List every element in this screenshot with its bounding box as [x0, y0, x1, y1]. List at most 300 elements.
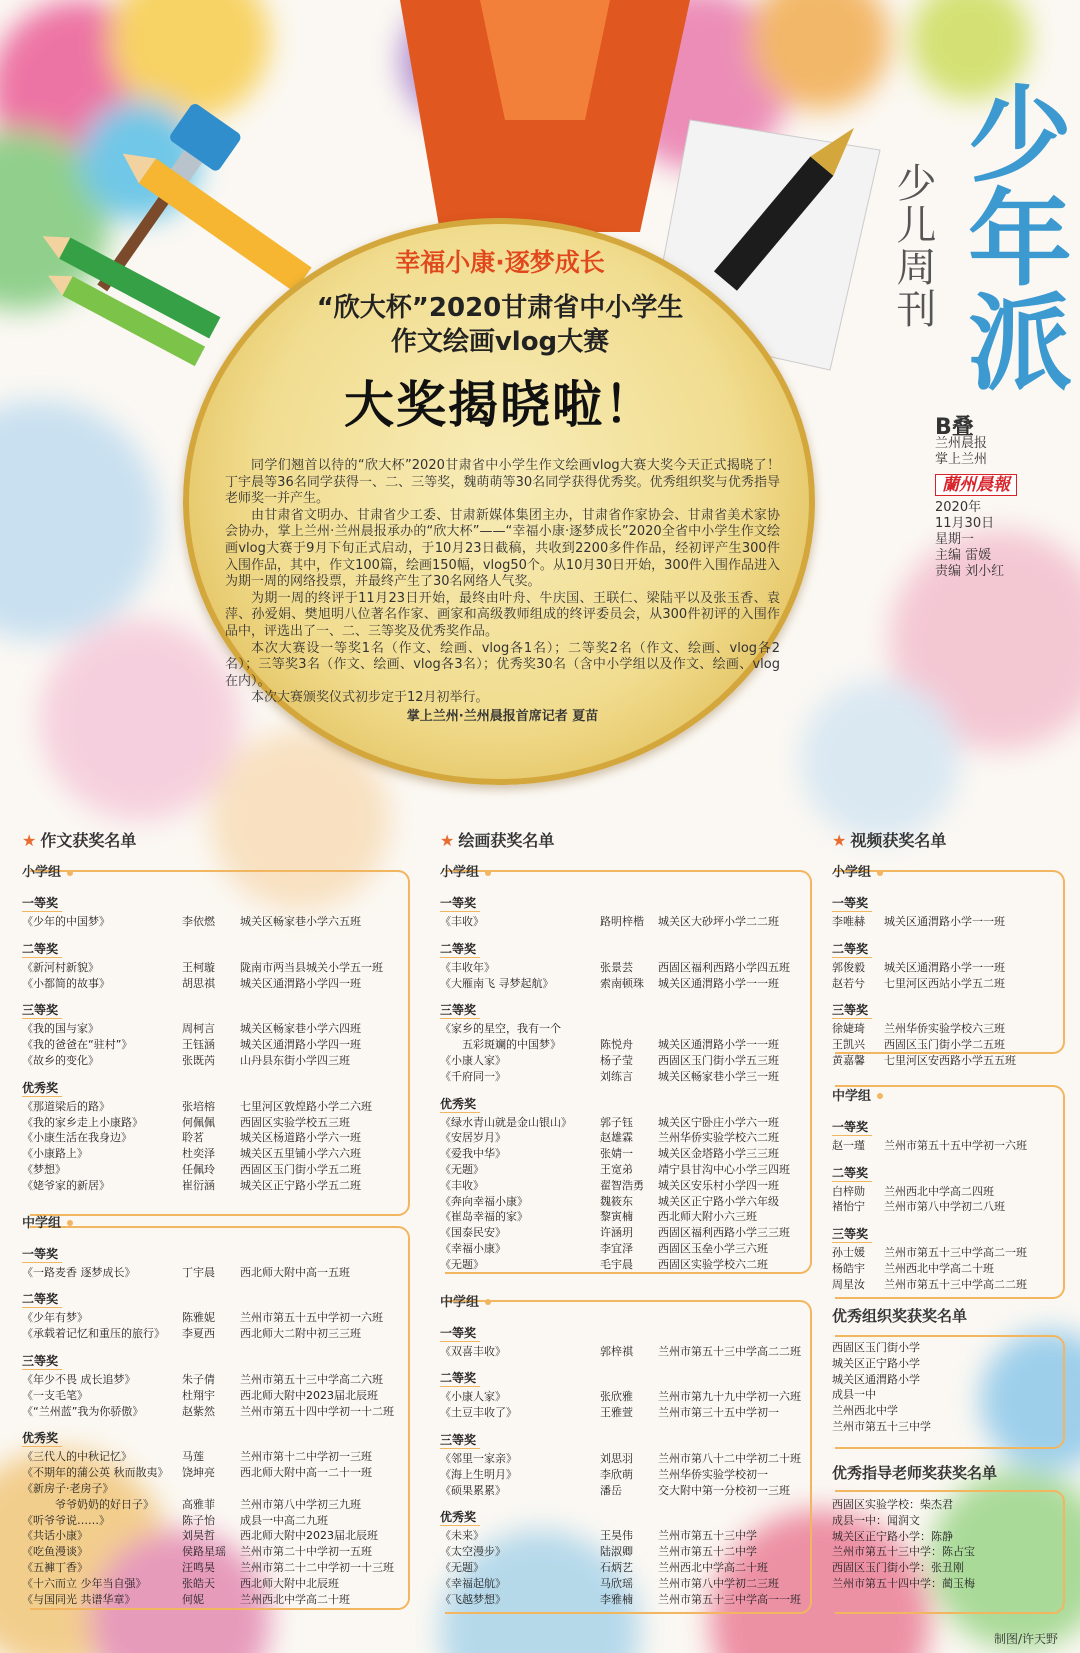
- winner-name: 刘练言: [600, 1069, 633, 1083]
- winner-school: 兰州市第五十三中学高二一班: [884, 1246, 1027, 1260]
- work-title: 《五褲丁香》: [22, 1560, 88, 1574]
- org-award-item: 兰州市第五十三中学: [832, 1419, 931, 1433]
- winner-name: 朱子倩: [182, 1372, 215, 1386]
- winner-row: [22, 1404, 407, 1420]
- winner-school: 城关区畅家巷小学三一班: [658, 1069, 779, 1083]
- prize-level: 一等奖: [22, 1245, 62, 1263]
- prize-level: 二等奖: [440, 1369, 480, 1387]
- winner-name: 王柯璇: [182, 960, 215, 974]
- winner-school: 城关区通渭路小学一一班: [658, 976, 779, 990]
- section-label: B叠: [935, 415, 974, 440]
- work-title: 《崔岛幸福的家》: [440, 1210, 528, 1224]
- winner-name: 何佩佩: [182, 1115, 215, 1129]
- work-title: 《梦想》: [22, 1162, 66, 1176]
- winner-row: [22, 1037, 407, 1053]
- teacher-award-item: 城关区正宁路小学：陈静: [832, 1529, 953, 1543]
- work-title: 《小康人家》: [440, 1053, 506, 1067]
- work-title: 《姥爷家的新居》: [22, 1178, 110, 1192]
- winner-name: 路明梓楷: [600, 915, 644, 928]
- prize-level: 二等奖: [832, 940, 872, 958]
- winner-row: [440, 1389, 810, 1405]
- work-title: 《家乡的星空，我有一个: [440, 1022, 561, 1036]
- winner-school: 城关区大砂坪小学二二班: [658, 915, 779, 928]
- winner-row: [22, 1130, 407, 1146]
- essay-winners-list: [22, 855, 407, 1607]
- bullet-dot-icon: [67, 1220, 73, 1226]
- winner-school: 兰州市第五十三中学高二二班: [658, 1344, 801, 1358]
- winner-name: 李依燃: [182, 915, 215, 928]
- winner-school: 兰州市第九十九中学初一六班: [658, 1390, 801, 1404]
- bullet-dot-icon: [485, 1299, 491, 1305]
- bullet-dot-icon: [67, 870, 73, 876]
- bullet-dot-icon: [877, 1093, 883, 1099]
- winner-name: 石炳艺: [600, 1560, 633, 1574]
- winner-row: [440, 1115, 810, 1131]
- winner-school: 西固区玉垒小学三六班: [658, 1241, 768, 1255]
- bullet-dot-icon: [485, 870, 491, 876]
- winner-school: 兰州市第二十中学初一五班: [240, 1545, 372, 1559]
- work-title: 《幸福起航》: [440, 1576, 506, 1590]
- work-title: 《爱我中华》: [440, 1147, 506, 1161]
- newspaper-logo: 蘭州晨報: [935, 474, 1017, 496]
- winner-row: [22, 1528, 407, 1544]
- org-award-title: 优秀组织奖获奖名单: [832, 1307, 968, 1325]
- work-title: 《丰收》: [440, 1178, 484, 1192]
- winner-name: 李雅楠: [600, 1592, 633, 1606]
- winner-school: 城关区通渭路小学一一班: [658, 1038, 779, 1052]
- winner-name: 陈悦舟: [600, 1038, 633, 1052]
- winner-row: [22, 1310, 407, 1326]
- winner-school: 兰州市第五十三中学高一一班: [658, 1592, 801, 1606]
- work-title: 爷爷奶奶的好日子》: [22, 1497, 154, 1511]
- issue-date: 11月30日: [935, 516, 995, 531]
- lead-paragraph: 同学们翘首以待的“欣大杯”2020甘肃省中小学生作文绘画vlog大赛大奖今天正式揭晓了！丁宇晨等36名同学获得一、二、三等奖，魏萌萌等30名同学获得优秀奖。优秀组织奖与优秀指导老师奖一并产生。: [225, 458, 780, 507]
- winner-name: 李唯赫: [832, 915, 865, 928]
- prize-level: 优秀奖: [440, 1095, 480, 1113]
- work-title: 《“兰州蓝”我为你骄傲》: [22, 1404, 144, 1418]
- work-title: 《海上生明月》: [440, 1467, 517, 1481]
- winner-name: 赵一瑾: [832, 1138, 865, 1152]
- work-title: 《硕果累累》: [440, 1483, 506, 1497]
- winner-school: 兰州华侨实验学校初一: [658, 1467, 768, 1481]
- prize-level: 二等奖: [22, 1290, 62, 1308]
- issue-weekday: 星期一: [935, 532, 975, 547]
- work-title: 《我的爸爸在“驻村”》: [22, 1038, 133, 1052]
- winner-row: [440, 1053, 810, 1069]
- work-title: 《少年的中国梦》: [22, 915, 110, 928]
- winner-name: 聆茗: [182, 1131, 204, 1145]
- winner-row: [832, 1277, 1062, 1293]
- winner-row: [22, 1115, 407, 1131]
- winner-row: [22, 976, 407, 992]
- winner-name: 周星汝: [832, 1277, 865, 1291]
- lead-paragraph: 本次大赛设一等奖1名（作文、绘画、vlog各1名）；二等奖2名（作文、绘画、vlog各2名）；三等奖3名（作文、绘画、vlog各3名）；优秀奖30名（含中小学组以及作文、绘画、vlog在内）。: [225, 640, 780, 689]
- winner-row: [832, 1245, 1062, 1261]
- winner-name: 马欣瑶: [600, 1576, 633, 1590]
- work-title: 《一支毛笔》: [22, 1388, 88, 1402]
- winner-row: [22, 1326, 407, 1342]
- winner-row: [832, 1037, 1062, 1053]
- winner-row: [440, 1483, 810, 1499]
- winner-row: [440, 960, 810, 976]
- winner-school: 兰州市第五十三中学: [658, 1529, 757, 1543]
- winner-row: [832, 1184, 1062, 1200]
- winner-row: [440, 914, 810, 930]
- winner-school: 兰州西北中学高二四班: [884, 1184, 994, 1198]
- winner-name: 孙士媛: [832, 1246, 865, 1260]
- winner-name: 李夏西: [182, 1327, 215, 1341]
- winner-name: 赵紫然: [182, 1404, 215, 1418]
- winner-name: 高雅菲: [182, 1497, 215, 1511]
- work-title: 《无题》: [440, 1257, 484, 1271]
- work-title: 《三代人的中秋记忆》: [22, 1450, 132, 1464]
- prize-level: 二等奖: [22, 940, 62, 958]
- winner-name: 郭梓祺: [600, 1344, 633, 1358]
- winner-school: 城关区正宁路小学六年级: [658, 1194, 779, 1208]
- teacher-award-item: 西固区实验学校：柴杰君: [832, 1498, 953, 1511]
- winner-school: 城关区通渭路小学四一班: [240, 976, 361, 990]
- winner-row: [440, 1528, 810, 1544]
- column-subtitle: 少儿周刊: [890, 162, 936, 330]
- winner-school: 兰州西北中学高二十班: [658, 1560, 768, 1574]
- winner-name: 杜翔宇: [182, 1388, 215, 1402]
- work-title: 《故乡的变化》: [22, 1053, 99, 1067]
- winner-name: 魏筱东: [600, 1194, 633, 1208]
- winner-school: 成县一中高二九班: [240, 1513, 328, 1527]
- winner-school: 西北师大附中高一五班: [240, 1265, 350, 1279]
- work-title: 《丰收年》: [440, 960, 495, 974]
- byline: 掌上兰州·兰州晨报首席记者 夏苗: [406, 708, 599, 724]
- work-title: 《土豆丰收了》: [440, 1406, 517, 1420]
- work-title: 《十六而立 少年当自强》: [22, 1576, 147, 1590]
- winner-school: 西固区福利西路小学三三班: [658, 1226, 790, 1240]
- winner-name: 杨子莹: [600, 1053, 633, 1067]
- winner-row: [440, 1241, 810, 1257]
- winner-school: 兰州市第五十五中学初一六班: [884, 1138, 1027, 1152]
- prize-level: 一等奖: [832, 894, 872, 912]
- chief-editor: 主编 雷媛: [935, 548, 992, 563]
- winner-row: [22, 1465, 407, 1481]
- winner-school: 兰州西北中学高二十班: [240, 1592, 350, 1606]
- winner-name: 何妮: [182, 1592, 204, 1606]
- work-title: 五彩斑斓的中国梦》: [440, 1038, 561, 1052]
- winner-row: [440, 1162, 810, 1178]
- winner-row: [440, 1592, 810, 1608]
- winner-row: [22, 1513, 407, 1529]
- winner-row: [832, 1021, 1062, 1037]
- winner-row: [22, 914, 407, 930]
- winner-school: 西固区玉门街小学五三班: [658, 1053, 779, 1067]
- winner-school: 城关区五里铺小学六六班: [240, 1147, 361, 1161]
- winner-name: 侯路星瑶: [182, 1545, 226, 1559]
- platform-name: 掌上兰州: [935, 452, 988, 467]
- winner-row: [22, 1481, 407, 1497]
- org-award-item: 西固区玉门街小学: [832, 1341, 920, 1354]
- work-title: 《新河村新貌》: [22, 960, 99, 974]
- winner-school: 城关区安乐村小学四一班: [658, 1178, 779, 1192]
- work-title: 《未来》: [440, 1529, 484, 1543]
- winner-name: 陈子怡: [182, 1513, 215, 1527]
- medal-headline: [212, 235, 788, 437]
- winner-name: 张既芮: [182, 1053, 215, 1067]
- work-title: 《国泰民安》: [440, 1226, 506, 1240]
- work-title: 《奔向幸福小康》: [440, 1194, 528, 1208]
- work-title: 《无题》: [440, 1560, 484, 1574]
- winner-name: 丁宇晨: [182, 1265, 215, 1279]
- winner-school: 兰州市第五十四中学初一十二班: [240, 1404, 394, 1418]
- work-title: 《我的国与家》: [22, 1022, 99, 1036]
- painting-section-title: ★ 绘画获奖名单: [440, 831, 555, 850]
- winner-name: 周柯言: [182, 1022, 215, 1036]
- winner-name: 张欣雅: [600, 1390, 633, 1404]
- winner-school: 兰州市第八中学初二三班: [658, 1576, 779, 1590]
- work-title: 《不期年的蒲公英 秋而散夷》: [22, 1466, 169, 1480]
- lead-article: [225, 458, 780, 726]
- winner-row: [440, 1467, 810, 1483]
- headline-line2: 作文绘画vlog大赛: [390, 327, 610, 357]
- winner-row: [832, 914, 1062, 930]
- work-title: 《幸福小康》: [440, 1241, 506, 1255]
- copy-editor: 责编 刘小红: [935, 564, 1005, 579]
- winner-row: [22, 1544, 407, 1560]
- winner-school: 西北师大附中2023届北辰班: [240, 1529, 378, 1543]
- winner-name: 任佩玲: [182, 1162, 215, 1176]
- winner-name: 毛宇晨: [600, 1257, 633, 1271]
- winner-school: 西北师大附中北辰班: [240, 1576, 339, 1590]
- winner-row: [22, 960, 407, 976]
- winner-row: [832, 1261, 1062, 1277]
- winner-name: 王钰涵: [182, 1038, 215, 1052]
- bullet-dot-icon: [877, 870, 883, 876]
- winner-school: 兰州市第五十三中学高二六班: [240, 1372, 383, 1386]
- lead-paragraph: 由甘肃省文明办、甘肃省少工委、甘肃新媒体集团主办，甘肃省作家协会、甘肃省美术家协会协办，掌上兰州·兰州晨报承办的“欣大杯”——“幸福小康·逐梦成长”2020全省中小学生作文绘画vlog大赛于9月下旬正式启动，于10月23日截稿，共收到2200多件作品，经初评产生300件入围作品，其中，作文100篇，绘画150幅，vlog50个。从10月30日开始，300件入围作品进入为期一周的网络投票，并最终产生了30名网络人气奖。: [225, 507, 780, 590]
- winner-school: 兰州市第十二中学初一三班: [240, 1450, 372, 1464]
- winner-row: [832, 1199, 1062, 1215]
- winner-school: 七里河区安西路小学五五班: [884, 1053, 1016, 1067]
- winner-school: 城关区通渭路小学四一班: [240, 1038, 361, 1052]
- winner-name: 饶坤亮: [182, 1466, 215, 1480]
- work-title: 《双喜丰收》: [440, 1344, 506, 1358]
- prize-level: 优秀奖: [22, 1079, 62, 1097]
- prize-level: 三等奖: [22, 1001, 62, 1019]
- winner-row: [440, 1130, 810, 1146]
- work-title: 《邻里一家亲》: [440, 1451, 517, 1465]
- winner-row: [22, 1372, 407, 1388]
- winner-school: 城关区畅家巷小学六五班: [240, 915, 361, 928]
- video-winners-list: [832, 855, 1062, 1293]
- org-award-list: [832, 1340, 1062, 1435]
- group-heading: 小学组: [832, 861, 1062, 880]
- winner-row: [440, 1178, 810, 1194]
- paper-name: 兰州晨报: [935, 436, 988, 451]
- winner-row: [440, 1257, 810, 1273]
- winner-row: [440, 1069, 810, 1085]
- winner-name: 杜奕泽: [182, 1147, 215, 1161]
- group-heading: 中学组: [832, 1085, 1062, 1104]
- winner-row: [22, 1146, 407, 1162]
- column-title: 少年派: [950, 80, 1072, 392]
- winner-row: [22, 1265, 407, 1281]
- work-title: 《新房子·老房子》: [22, 1481, 114, 1495]
- winner-school: 兰州华侨实验学校六二班: [658, 1131, 779, 1145]
- winner-school: 西北师大二附中初三三班: [240, 1327, 361, 1341]
- winner-name: 翟智浩勇: [600, 1178, 644, 1192]
- work-title: 《小都简的故事》: [22, 976, 110, 990]
- winner-name: 张皓天: [182, 1576, 215, 1590]
- winner-row: [440, 1560, 810, 1576]
- winner-school: 山丹县东街小学四三班: [240, 1053, 350, 1067]
- winner-name: 刘昊哲: [182, 1529, 215, 1543]
- winner-school: 兰州西北中学高二十班: [884, 1261, 994, 1275]
- issue-year: 2020年: [935, 500, 982, 515]
- winner-name: 刘思羽: [600, 1451, 633, 1465]
- work-title: 《绿水青山就是金山银山》: [440, 1115, 572, 1129]
- lead-paragraph: 本次大赛颁奖仪式初步定于12月初举行。: [251, 690, 489, 706]
- winner-row: [22, 1053, 407, 1069]
- winner-name: 李欣萌: [600, 1467, 633, 1481]
- winner-row: [22, 1449, 407, 1465]
- winner-school: 兰州市第三十五中学初一: [658, 1406, 779, 1420]
- teacher-award-item: 成县一中：闻润文: [832, 1513, 920, 1527]
- winner-school: 西固区玉门街小学二五班: [884, 1038, 1005, 1052]
- winner-row: [22, 1497, 407, 1513]
- winner-school: 兰州市第八中学初二八班: [884, 1200, 1005, 1214]
- work-title: 《承载着记忆和重压的旅行》: [22, 1327, 165, 1341]
- group-heading: 小学组: [440, 861, 810, 880]
- winner-school: 靖宁县甘沟中心小学三四班: [658, 1162, 790, 1176]
- winner-school: 西北师大附中高一二十一班: [240, 1466, 372, 1480]
- work-title: 《千府同一》: [440, 1069, 506, 1083]
- winner-name: 王昊伟: [600, 1529, 633, 1543]
- painting-winners-list: [440, 855, 810, 1607]
- essay-section-title: ★ 作文获奖名单: [22, 831, 137, 850]
- work-title: 《少年有梦》: [22, 1311, 88, 1325]
- org-award-item: 城关区通渭路小学: [832, 1372, 920, 1386]
- work-title: 《小康生活在我身边》: [22, 1131, 132, 1145]
- org-award-item: 城关区正宁路小学: [832, 1356, 920, 1370]
- winner-name: 褚怡宁: [832, 1200, 865, 1214]
- prize-level: 三等奖: [832, 1225, 872, 1243]
- star-icon: ★: [832, 831, 847, 850]
- org-award-item: 成县一中: [832, 1388, 876, 1402]
- winner-row: [440, 976, 810, 992]
- group-heading: 小学组: [22, 861, 407, 880]
- work-title: 《年少不畏 成长追梦》: [22, 1372, 136, 1386]
- prize-level: 三等奖: [440, 1431, 480, 1449]
- work-title: 《与国同光 共谱华章》: [22, 1592, 136, 1606]
- work-title: 《丰收》: [440, 915, 484, 928]
- winner-name: 索南顿珠: [600, 976, 644, 990]
- winner-school: 西固区实验学校六二班: [658, 1257, 768, 1271]
- group-heading: 中学组: [22, 1212, 407, 1231]
- winner-school: 兰州市第五十二中学: [658, 1545, 757, 1559]
- winner-name: 王凯兴: [832, 1038, 865, 1052]
- work-title: 《一路麦香 逐梦成长》: [22, 1265, 136, 1279]
- winner-row: [832, 960, 1062, 976]
- teacher-award-item: 兰州市第五十三中学：陈占宝: [832, 1545, 975, 1559]
- winner-name: 徐婕琦: [832, 1022, 865, 1036]
- issue-info: [935, 415, 1075, 580]
- winner-school: 西固区福利西路小学四五班: [658, 960, 790, 974]
- winner-school: 城关区杨道路小学六一班: [240, 1131, 361, 1145]
- teacher-award-section: [832, 1462, 1062, 1592]
- winner-name: 马莲: [182, 1450, 204, 1464]
- prize-level: 二等奖: [832, 1164, 872, 1182]
- winner-name: 赵若兮: [832, 976, 865, 990]
- prize-level: 一等奖: [22, 894, 62, 912]
- winner-school: 兰州市第八十二中学初二十班: [658, 1451, 801, 1465]
- star-icon: ★: [440, 831, 455, 850]
- prize-level: 优秀奖: [440, 1508, 480, 1526]
- winner-name: 郭子钰: [600, 1115, 633, 1129]
- winner-school: 兰州市第二十二中学初一十三班: [240, 1560, 394, 1574]
- winner-row: [440, 1405, 810, 1421]
- work-title: 《安居岁月》: [440, 1131, 506, 1145]
- winner-name: 陆淑卿: [600, 1545, 633, 1559]
- prize-level: 优秀奖: [22, 1429, 62, 1447]
- winner-row: [440, 1194, 810, 1210]
- teacher-award-title: 优秀指导老师奖获奖名单: [832, 1464, 998, 1482]
- winner-name: 张景芸: [600, 960, 633, 974]
- winner-name: 张培榕: [182, 1099, 215, 1113]
- winner-school: 兰州华侨实验学校六三班: [884, 1022, 1005, 1036]
- winner-name: 崔衍涵: [182, 1178, 215, 1192]
- prize-level: 三等奖: [832, 1001, 872, 1019]
- winner-row: [440, 1146, 810, 1162]
- prize-level: 一等奖: [440, 894, 480, 912]
- work-title: 《无题》: [440, 1162, 484, 1176]
- winner-name: 黎寅楠: [600, 1210, 633, 1224]
- winner-school: 七里河区敦煌路小学二六班: [240, 1099, 372, 1113]
- teacher-award-list: [832, 1497, 1062, 1592]
- winner-row: [440, 1225, 810, 1241]
- prize-level: 二等奖: [440, 940, 480, 958]
- winner-row: [440, 1021, 810, 1037]
- winner-row: [832, 976, 1062, 992]
- teacher-award-item: 西固区玉门街小学：张丑刚: [832, 1561, 964, 1575]
- winner-name: 潘岳: [600, 1483, 622, 1497]
- winner-school: 兰州市第八中学初三九班: [240, 1497, 361, 1511]
- work-title: 《那道梁后的路》: [22, 1099, 110, 1113]
- prize-level: 三等奖: [22, 1352, 62, 1370]
- work-title: 《太空漫步》: [440, 1545, 506, 1559]
- winner-row: [22, 1592, 407, 1608]
- winner-row: [22, 1388, 407, 1404]
- winner-school: 城关区畅家巷小学六四班: [240, 1022, 361, 1036]
- winner-row: [22, 1178, 407, 1194]
- graphic-credit: 制图/许天野: [993, 1632, 1058, 1646]
- winner-school: 西北师大附中2023届北辰班: [240, 1388, 378, 1402]
- winner-name: 郭俊毅: [832, 960, 865, 974]
- winner-row: [22, 1021, 407, 1037]
- winner-school: 兰州市第五十三中学高二二班: [884, 1277, 1027, 1291]
- winner-row: [832, 1053, 1062, 1069]
- winner-row: [22, 1576, 407, 1592]
- winner-row: [440, 1344, 810, 1360]
- prize-level: 一等奖: [440, 1324, 480, 1342]
- winner-school: 西北师大附小六三班: [658, 1210, 757, 1224]
- winner-name: 黄嘉馨: [832, 1053, 865, 1067]
- video-section-title: ★ 视频获奖名单: [832, 831, 947, 850]
- winner-school: 西固区实验学校五三班: [240, 1115, 350, 1129]
- winner-row: [440, 1037, 810, 1053]
- work-title: 《大雁南飞 寻梦起航》: [440, 976, 554, 990]
- work-title: 《小康人家》: [440, 1390, 506, 1404]
- winner-school: [240, 1481, 407, 1497]
- winner-school: [658, 1021, 810, 1037]
- winner-school: 城关区通渭路小学一一班: [884, 960, 1005, 974]
- winner-name: 张婧一: [600, 1147, 633, 1161]
